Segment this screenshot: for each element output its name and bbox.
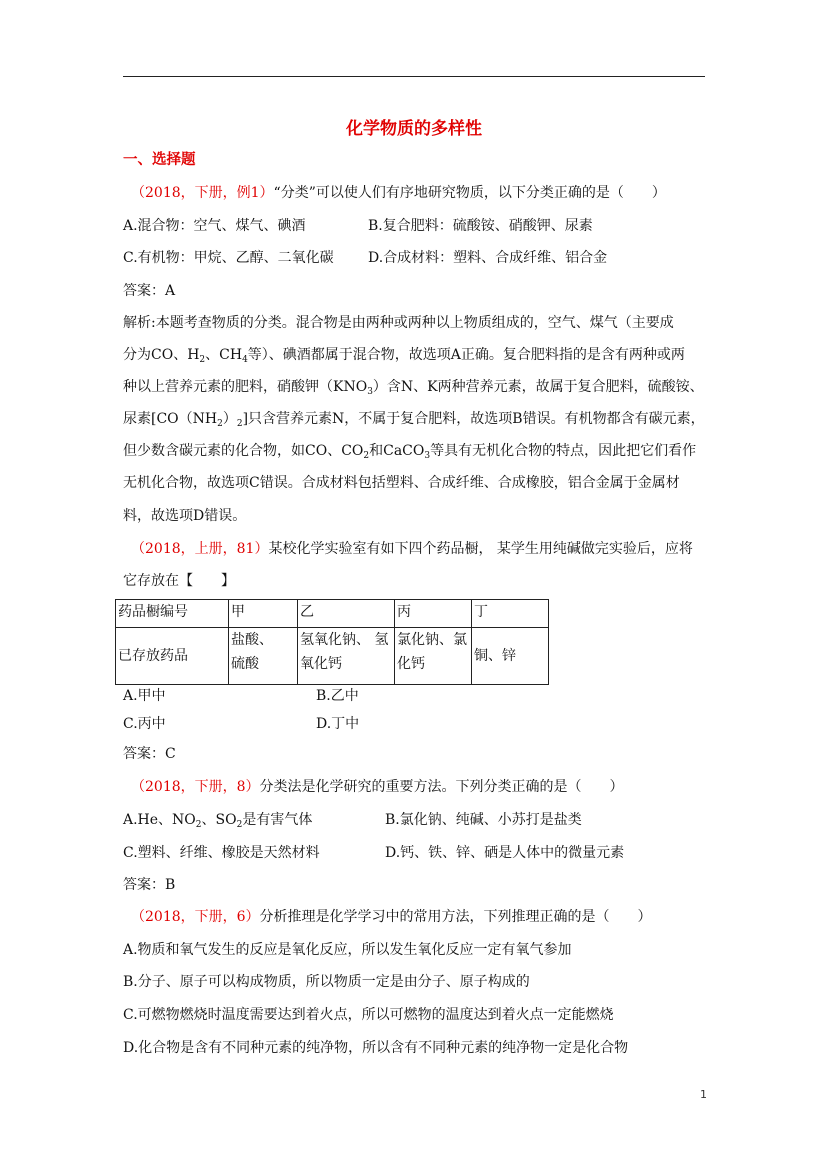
explanation-line: 尿素$[CO(NH_2)_2]$只含营养元素N，不属于复合肥料，故选项B错误。有机物都含有碳元素，	[123, 411, 705, 429]
option-b: B.分子、原子可以构成物质，所以物质一定是由分子、原子构成的	[123, 974, 530, 990]
question-4	[131, 907, 652, 927]
answer: 答案：C	[123, 746, 176, 762]
question-source: （2018，下册，8）	[131, 779, 260, 795]
option-d: D.合成材料：塑料、合成纤维、铝合金	[368, 250, 608, 266]
question-stem: “分类”可以使人们有序地研究物质，以下分类正确的是（ ）	[273, 185, 666, 201]
question-source: （2018，下册，例1）	[131, 185, 274, 201]
option-row	[123, 216, 593, 236]
table-header-cell: 丁	[472, 600, 549, 628]
header-rule	[123, 76, 705, 77]
table-cell: 氯化钠、氯 化钙	[395, 628, 472, 685]
table-header-cell: 乙	[298, 600, 395, 628]
explanation-line: 种以上营养元素的肥料，硝酸钾$(KNO_3)$含N、K两种营养元素，故属于复合肥料，硫酸铵、	[123, 379, 704, 397]
option-b: B.乙中	[316, 688, 359, 704]
option-c: C.塑料、纤维、橡胶是天然材料	[123, 845, 320, 861]
option-row	[123, 843, 625, 863]
table-cell: 氢氧化钠、 氢 氧化钙	[298, 628, 395, 685]
question-1	[131, 183, 666, 203]
option-a: A.He、$NO_2$、$SO_2$是有害气体	[123, 812, 313, 830]
explanation-line: 但少数含碳元素的化合物，如CO、$CO_2$和CaCO$_3$等具有无机化合物的特点，因此把它们看作	[123, 443, 697, 461]
option-row	[123, 714, 360, 734]
option-d: D.钙、铁、锌、硒是人体中的微量元素	[385, 845, 625, 861]
option-b: B.氯化钠、纯碱、小苏打是盐类	[385, 812, 582, 828]
option-row	[123, 248, 608, 268]
question-source: （2018，上册，81）	[131, 541, 269, 557]
page-title: 化学物质的多样性	[346, 119, 482, 139]
table-header-cell: 甲	[229, 600, 298, 628]
option-a: A.混合物：空气、煤气、碘酒	[123, 218, 306, 234]
table-header-cell: 丙	[395, 600, 472, 628]
question-stem: 分析推理是化学学习中的常用方法，下列推理正确的是（ ）	[259, 909, 652, 925]
table-row	[116, 628, 549, 685]
explanation-line: 无机化合物，故选项C错误。合成材料包括塑料、合成纤维、合成橡胶，铝合金属于金属材	[123, 475, 680, 491]
option-a: A.物质和氧气发生的反应是氧化反应，所以发生氧化反应一定有氧气参加	[123, 942, 572, 958]
explanation-line: 料，故选项D错误。	[123, 508, 247, 524]
option-c: C.可燃物燃烧时温度需要达到着火点，所以可燃物的温度达到着火点一定能燃烧	[123, 1007, 614, 1023]
option-c: C.有机物：甲烷、乙醇、二氧化碳	[123, 250, 334, 266]
question-source: （2018，下册，6）	[131, 909, 260, 925]
explanation-line: 分为CO、$H_2$、$CH_4$等）、碘酒都属于混合物，故选项A正确。复合肥料指的是含有两种或两	[123, 347, 685, 365]
question-stem: 某校化学实验室有如下四个药品橱， 某学生用纯碱做完实验后，应将	[268, 541, 693, 557]
table-row-label: 已存放药品	[116, 628, 229, 685]
table-cell: 盐酸、 硫酸	[229, 628, 298, 685]
page-number: 1	[700, 1088, 707, 1101]
table-cell: 铜、锌	[472, 628, 549, 685]
answer: 答案：A	[123, 283, 176, 299]
question-2	[131, 539, 693, 559]
table-row	[116, 600, 549, 628]
table-header-cell: 药品橱编号	[116, 600, 229, 628]
question-stem: 分类法是化学研究的重要方法。下列分类正确的是（ ）	[259, 779, 624, 795]
option-row	[123, 810, 582, 835]
question-stem-cont: 它存放在【 】	[123, 573, 235, 589]
answer: 答案：B	[123, 877, 176, 893]
option-a: A.甲中	[123, 688, 166, 704]
cabinet-table	[115, 599, 549, 685]
option-c: C.丙中	[123, 716, 166, 732]
explanation-line: 解析:本题考查物质的分类。混合物是由两种或两种以上物质组成的，空气、煤气（主要成	[123, 315, 674, 331]
option-row	[123, 686, 359, 706]
question-3	[131, 777, 624, 797]
option-d: D.化合物是含有不同种元素的纯净物，所以含有不同种元素的纯净物一定是化合物	[123, 1040, 629, 1056]
section-heading: 一、选择题	[123, 151, 196, 168]
option-b: B.复合肥料：硫酸铵、硝酸钾、尿素	[368, 218, 593, 234]
option-d: D.丁中	[316, 716, 360, 732]
